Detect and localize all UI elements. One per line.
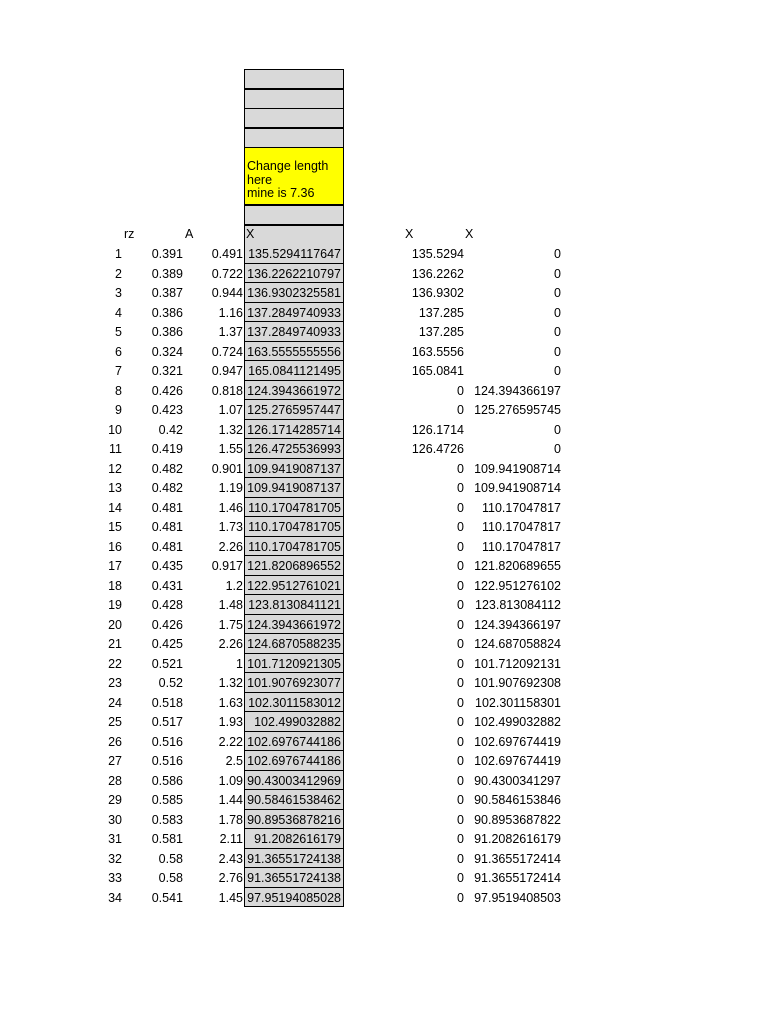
row-number-cell[interactable]: 6 [115, 344, 122, 359]
row-number-cell[interactable]: 11 [109, 442, 122, 456]
row-number-cell[interactable]: 1 [115, 247, 122, 261]
table-row [0, 849, 768, 869]
x-value-cell[interactable]: 110.1704781705 [244, 498, 344, 518]
table-row [0, 537, 768, 557]
x2-value-cell[interactable]: 0 [457, 715, 464, 729]
table-row [0, 517, 768, 537]
b-value-cell[interactable]: 1.16 [218, 305, 243, 320]
a-value-cell[interactable]: 0.52 [158, 676, 183, 690]
table-row [0, 810, 768, 830]
table-row [0, 342, 768, 362]
empty-cell[interactable] [244, 205, 344, 225]
table-row [0, 556, 768, 576]
a-value-cell[interactable]: 0.321 [151, 364, 183, 378]
header-x2: X [405, 227, 414, 241]
b-value-cell[interactable]: 2.26 [218, 637, 243, 651]
x-value-cell[interactable]: 121.8206896552 [244, 556, 344, 576]
x2-value-cell[interactable]: 0 [457, 793, 464, 807]
x3-value-cell[interactable]: 90.5846153846 [474, 793, 561, 807]
x-value-cell[interactable]: 126.4725536993 [244, 439, 344, 459]
x-value-cell[interactable]: 109.9419087137 [244, 459, 344, 479]
x3-value-cell[interactable]: 110.17047817 [481, 500, 561, 515]
b-value-cell[interactable]: 1.37 [218, 325, 243, 339]
x3-value-cell[interactable]: 0 [554, 325, 561, 339]
x3-value-cell[interactable]: 0 [554, 422, 561, 437]
x-value-cell[interactable]: 137.2849740933 [244, 303, 344, 323]
note-line-3: mine is 7.36 [247, 186, 315, 200]
row-number-cell[interactable]: 4 [115, 305, 122, 320]
x-value-cell[interactable]: 91.36551724138 [244, 868, 344, 888]
row-number-cell[interactable]: 7 [115, 364, 122, 378]
row-number-cell[interactable]: 32 [108, 851, 122, 866]
x2-value-cell[interactable]: 0 [457, 676, 464, 690]
b-value-cell[interactable]: 1.32 [218, 422, 243, 437]
x2-value-cell[interactable]: 137.285 [418, 305, 464, 320]
x-value-cell[interactable]: 102.499032882 [244, 712, 344, 732]
header-x3: X [465, 227, 474, 241]
x-value-cell[interactable]: 122.9512761021 [244, 576, 344, 596]
row-number-cell[interactable]: 5 [115, 325, 122, 339]
header-x: X [246, 227, 255, 241]
x2-value-cell[interactable]: 0 [457, 403, 464, 417]
x3-value-cell[interactable]: 125.276595745 [474, 403, 561, 417]
a-value-cell[interactable]: 0.586 [151, 773, 183, 788]
x2-value-cell[interactable]: 126.4726 [411, 442, 464, 456]
x2-value-cell[interactable]: 0 [457, 461, 464, 476]
x3-value-cell[interactable]: 109.941908714 [474, 481, 561, 495]
a-value-cell[interactable]: 0.419 [151, 442, 183, 456]
x3-value-cell[interactable]: 0 [554, 247, 561, 261]
table-row [0, 732, 768, 752]
a-value-cell[interactable]: 0.386 [151, 325, 183, 339]
x3-value-cell[interactable]: 124.394366197 [474, 617, 561, 632]
a-value-cell[interactable]: 0.58 [158, 851, 183, 866]
x2-value-cell[interactable]: 165.0841 [411, 364, 464, 378]
row-number-cell[interactable]: 31 [108, 832, 122, 846]
a-value-cell[interactable]: 0.428 [151, 598, 183, 612]
table-row [0, 829, 768, 849]
header-a: A [185, 227, 194, 241]
table-row [0, 303, 768, 323]
x2-value-cell[interactable]: 0 [457, 481, 464, 495]
x2-value-cell[interactable]: 0 [457, 578, 464, 593]
a-value-cell[interactable]: 0.423 [151, 403, 183, 417]
a-value-cell[interactable]: 0.425 [151, 637, 183, 651]
row-number-cell[interactable]: 29 [108, 793, 122, 807]
x3-value-cell[interactable]: 0 [554, 344, 561, 359]
row-number-cell[interactable]: 12 [108, 461, 122, 476]
x2-value-cell[interactable]: 0 [457, 656, 464, 671]
row-number-cell[interactable]: 28 [108, 773, 122, 788]
x-value-cell[interactable]: 109.9419087137 [244, 478, 344, 498]
x3-value-cell[interactable]: 110.17047817 [481, 539, 561, 554]
table-row [0, 868, 768, 888]
a-value-cell[interactable]: 0.387 [151, 286, 183, 300]
table-row [0, 673, 768, 693]
x-value-cell[interactable]: 110.1704781705 [244, 517, 344, 537]
row-number-cell[interactable]: 33 [108, 871, 122, 885]
table-row [0, 381, 768, 401]
x-value-cell[interactable]: 102.3011583012 [244, 693, 344, 713]
x2-value-cell[interactable]: 0 [457, 695, 464, 710]
a-value-cell[interactable]: 0.516 [151, 734, 183, 749]
header-rz: rz [124, 227, 135, 241]
x2-value-cell[interactable]: 0 [457, 500, 464, 515]
x-value-cell[interactable]: 90.43003412969 [244, 771, 344, 791]
b-value-cell[interactable]: 1.78 [218, 812, 243, 827]
b-value-cell[interactable]: 2.26 [218, 539, 243, 554]
x3-value-cell[interactable]: 101.712092131 [474, 656, 561, 671]
table-row [0, 595, 768, 615]
x3-value-cell[interactable]: 123.813084112 [475, 598, 561, 612]
row-number-cell[interactable]: 20 [108, 617, 122, 632]
b-value-cell[interactable]: 1.48 [218, 598, 243, 612]
b-value-cell[interactable]: 1 [236, 656, 243, 671]
b-value-cell[interactable]: 1.32 [218, 676, 243, 690]
row-number-cell[interactable]: 18 [108, 578, 122, 593]
b-value-cell[interactable]: 0.947 [211, 364, 243, 378]
table-row [0, 361, 768, 381]
x-value-cell[interactable]: 101.9076923077 [244, 673, 344, 693]
x2-value-cell[interactable]: 126.1714 [411, 422, 464, 437]
table-row [0, 283, 768, 303]
empty-cell[interactable] [244, 89, 344, 109]
a-value-cell[interactable]: 0.581 [151, 832, 183, 846]
row-number-cell[interactable]: 2 [115, 266, 122, 281]
x2-value-cell[interactable]: 0 [457, 520, 464, 534]
x3-value-cell[interactable]: 109.941908714 [474, 461, 561, 476]
b-value-cell[interactable]: 1.46 [218, 500, 243, 515]
table-row [0, 693, 768, 713]
x3-value-cell[interactable]: 0 [554, 442, 561, 456]
x2-value-cell[interactable]: 0 [457, 812, 464, 827]
note-line-2: here [247, 172, 273, 187]
b-value-cell[interactable]: 2.5 [225, 754, 243, 768]
x-value-cell[interactable]: 124.3943661972 [244, 615, 344, 635]
b-value-cell[interactable]: 0.722 [211, 266, 243, 281]
row-number-cell[interactable]: 34 [108, 890, 122, 905]
x2-value-cell[interactable]: 0 [457, 617, 464, 632]
table-row [0, 712, 768, 732]
a-value-cell[interactable]: 0.426 [151, 617, 183, 632]
x3-value-cell[interactable]: 90.4300341297 [474, 773, 561, 788]
b-value-cell[interactable]: 0.724 [211, 344, 243, 359]
a-value-cell[interactable]: 0.516 [151, 754, 183, 768]
row-number-cell[interactable]: 30 [108, 812, 122, 827]
b-value-cell[interactable]: 1.45 [218, 890, 243, 905]
row-number-cell[interactable]: 22 [108, 656, 122, 671]
note-line-1: Change length [247, 159, 329, 173]
table-row [0, 888, 768, 908]
x3-value-cell[interactable]: 102.301158301 [475, 695, 561, 710]
x2-value-cell[interactable]: 0 [457, 754, 464, 768]
table-row [0, 654, 768, 674]
empty-cell[interactable] [244, 108, 344, 128]
x2-value-cell[interactable]: 0 [457, 871, 464, 885]
a-value-cell[interactable]: 0.482 [151, 461, 183, 476]
b-value-cell[interactable]: 1.09 [218, 773, 243, 788]
x3-value-cell[interactable]: 0 [554, 286, 561, 300]
x-value-cell[interactable]: 126.1714285714 [244, 420, 344, 440]
a-value-cell[interactable]: 0.58 [158, 871, 183, 885]
table-row [0, 439, 768, 459]
row-number-cell[interactable]: 26 [108, 734, 122, 749]
a-value-cell[interactable]: 0.391 [151, 247, 183, 261]
x-value-cell[interactable]: 97.95194085028 [244, 888, 344, 908]
x2-value-cell[interactable]: 0 [457, 598, 464, 612]
b-value-cell[interactable]: 0.944 [211, 286, 243, 300]
x3-value-cell[interactable]: 102.499032882 [474, 715, 561, 729]
b-value-cell[interactable]: 1.19 [218, 481, 243, 495]
x2-value-cell[interactable]: 0 [457, 851, 464, 866]
x-value-cell[interactable]: 91.36551724138 [244, 849, 344, 869]
b-value-cell[interactable]: 1.2 [225, 578, 243, 593]
x3-value-cell[interactable]: 0 [554, 305, 561, 320]
a-value-cell[interactable]: 0.521 [151, 656, 183, 671]
x-value-cell[interactable]: 124.3943661972 [244, 381, 344, 401]
row-number-cell[interactable]: 9 [115, 403, 122, 417]
b-value-cell[interactable]: 1.07 [218, 403, 243, 417]
a-value-cell[interactable]: 0.389 [151, 266, 183, 281]
x-value-cell[interactable]: 110.1704781705 [244, 537, 344, 557]
x2-value-cell[interactable]: 135.5294 [411, 247, 464, 261]
b-value-cell[interactable]: 1.75 [218, 617, 243, 632]
table-row [0, 634, 768, 654]
x2-value-cell[interactable]: 0 [457, 890, 464, 905]
x-value-cell[interactable]: 135.5294117647 [244, 244, 344, 264]
row-number-cell[interactable]: 10 [108, 422, 122, 437]
b-value-cell[interactable]: 0.818 [211, 383, 243, 398]
x3-value-cell[interactable]: 91.2082616179 [474, 832, 561, 846]
row-number-cell[interactable]: 27 [108, 754, 122, 768]
row-number-cell[interactable]: 16 [108, 539, 122, 554]
b-value-cell[interactable]: 1.44 [218, 793, 243, 807]
row-number-cell[interactable]: 19 [108, 598, 122, 612]
a-value-cell[interactable]: 0.42 [158, 422, 183, 437]
x-value-cell[interactable]: 136.9302325581 [244, 283, 344, 303]
a-value-cell[interactable]: 0.482 [151, 481, 183, 495]
x3-value-cell[interactable]: 91.3655172414 [474, 871, 561, 885]
x2-value-cell[interactable]: 0 [457, 539, 464, 554]
x3-value-cell[interactable]: 97.9519408503 [474, 890, 561, 905]
x3-value-cell[interactable]: 101.907692308 [474, 676, 561, 690]
a-value-cell[interactable]: 0.585 [151, 793, 183, 807]
row-number-cell[interactable]: 3 [115, 286, 122, 300]
table-row [0, 420, 768, 440]
row-number-cell[interactable]: 17 [108, 559, 122, 573]
row-number-cell[interactable]: 13 [108, 481, 122, 495]
b-value-cell[interactable]: 2.22 [218, 734, 243, 749]
table-row [0, 322, 768, 342]
x3-value-cell[interactable]: 91.3655172414 [474, 851, 561, 866]
empty-cell[interactable] [244, 69, 344, 89]
a-value-cell[interactable]: 0.517 [151, 715, 183, 729]
row-number-cell[interactable]: 8 [115, 383, 122, 398]
x3-value-cell[interactable]: 121.820689655 [474, 559, 561, 573]
row-number-cell[interactable]: 25 [108, 715, 122, 729]
x-value-cell[interactable]: 163.5555555556 [244, 342, 344, 362]
a-value-cell[interactable]: 0.386 [151, 305, 183, 320]
a-value-cell[interactable]: 0.324 [151, 344, 183, 359]
x3-value-cell[interactable]: 110.17047817 [481, 520, 561, 534]
x-value-cell[interactable]: 102.6976744186 [244, 751, 344, 771]
a-value-cell[interactable]: 0.541 [151, 890, 183, 905]
table-row [0, 790, 768, 810]
row-number-cell[interactable]: 14 [108, 500, 122, 515]
a-value-cell[interactable]: 0.583 [151, 812, 183, 827]
x2-value-cell[interactable]: 0 [457, 773, 464, 788]
b-value-cell[interactable]: 2.43 [218, 851, 243, 866]
table-row [0, 576, 768, 596]
a-value-cell[interactable]: 0.435 [151, 559, 183, 573]
table-row [0, 478, 768, 498]
x-value-cell[interactable]: 124.6870588235 [244, 634, 344, 654]
x-value-cell[interactable]: 102.6976744186 [244, 732, 344, 752]
x-value-cell[interactable]: 90.89536878216 [244, 810, 344, 830]
b-value-cell[interactable]: 0.917 [211, 559, 243, 573]
x-value-cell[interactable]: 137.2849740933 [244, 322, 344, 342]
x-value-cell[interactable]: 165.0841121495 [244, 361, 344, 381]
table-row [0, 264, 768, 284]
x2-value-cell[interactable]: 0 [457, 734, 464, 749]
x2-value-cell[interactable]: 136.9302 [411, 286, 464, 300]
table-row [0, 459, 768, 479]
table-row [0, 498, 768, 518]
table-row [0, 615, 768, 635]
x-value-cell[interactable]: 90.58461538462 [244, 790, 344, 810]
x3-value-cell[interactable]: 124.394366197 [474, 383, 561, 398]
header-x-cell[interactable] [244, 225, 344, 245]
x-value-cell[interactable]: 123.8130841121 [244, 595, 344, 615]
x2-value-cell[interactable]: 137.285 [418, 325, 464, 339]
x-value-cell[interactable]: 91.2082616179 [244, 829, 344, 849]
a-value-cell[interactable]: 0.481 [151, 539, 183, 554]
x-value-cell[interactable]: 101.7120921305 [244, 654, 344, 674]
x2-value-cell[interactable]: 136.2262 [411, 266, 464, 281]
a-value-cell[interactable]: 0.481 [151, 520, 183, 534]
row-number-cell[interactable]: 21 [108, 637, 122, 651]
x3-value-cell[interactable]: 0 [554, 266, 561, 281]
table-row [0, 771, 768, 791]
x2-value-cell[interactable]: 163.5556 [411, 344, 464, 359]
x3-value-cell[interactable]: 90.8953687822 [474, 812, 561, 827]
b-value-cell[interactable]: 2.76 [218, 871, 243, 885]
x3-value-cell[interactable]: 0 [554, 364, 561, 378]
b-value-cell[interactable]: 1.73 [218, 520, 243, 534]
a-value-cell[interactable]: 0.431 [151, 578, 183, 593]
a-value-cell[interactable]: 0.426 [151, 383, 183, 398]
x2-value-cell[interactable]: 0 [457, 637, 464, 651]
x3-value-cell[interactable]: 124.687058824 [474, 637, 561, 651]
b-value-cell[interactable]: 1.63 [218, 695, 243, 710]
b-value-cell[interactable]: 1.93 [218, 715, 243, 729]
b-value-cell[interactable]: 0.901 [211, 461, 243, 476]
x3-value-cell[interactable]: 122.951276102 [474, 578, 561, 593]
x3-value-cell[interactable]: 102.697674419 [474, 754, 561, 768]
b-value-cell[interactable]: 1.55 [218, 442, 243, 456]
x2-value-cell[interactable]: 0 [457, 383, 464, 398]
x3-value-cell[interactable]: 102.697674419 [474, 734, 561, 749]
b-value-cell[interactable]: 2.11 [219, 832, 243, 846]
row-number-cell[interactable]: 23 [108, 676, 122, 690]
b-value-cell[interactable]: 0.491 [211, 247, 243, 261]
a-value-cell[interactable]: 0.481 [151, 500, 183, 515]
x-value-cell[interactable]: 125.2765957447 [244, 400, 344, 420]
x2-value-cell[interactable]: 0 [457, 559, 464, 573]
a-value-cell[interactable]: 0.518 [151, 695, 183, 710]
change-length-note[interactable] [244, 147, 344, 205]
empty-cell[interactable] [244, 128, 344, 148]
row-number-cell[interactable]: 15 [108, 520, 122, 534]
table-row [0, 244, 768, 264]
row-number-cell[interactable]: 24 [108, 695, 122, 710]
table-row [0, 400, 768, 420]
table-row [0, 751, 768, 771]
x-value-cell[interactable]: 136.2262210797 [244, 264, 344, 284]
x2-value-cell[interactable]: 0 [457, 832, 464, 846]
